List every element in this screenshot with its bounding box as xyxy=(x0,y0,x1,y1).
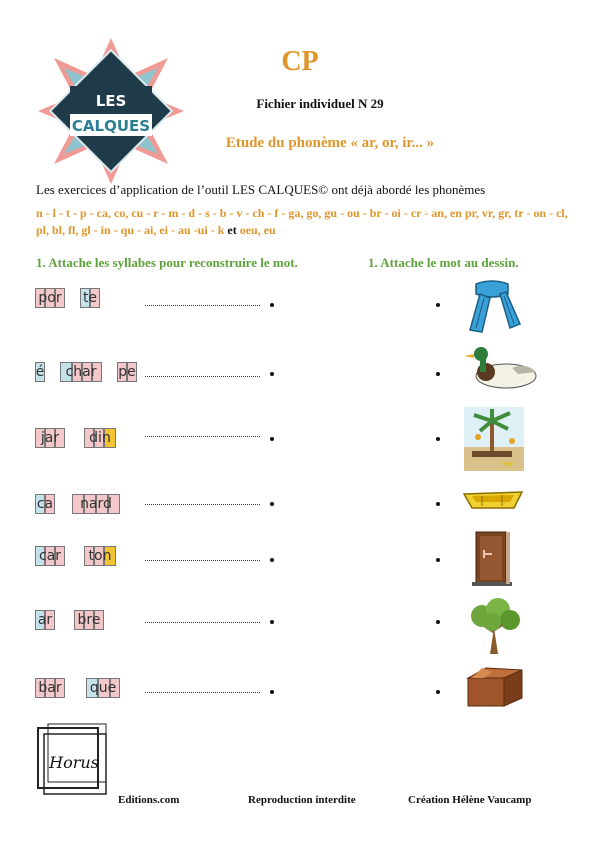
link-dot-word[interactable] xyxy=(270,558,274,562)
scarf-icon[interactable] xyxy=(462,278,522,338)
svg-text:Horus: Horus xyxy=(49,753,99,772)
phoneme-list-part2: oeu, eu xyxy=(239,223,276,237)
syllable[interactable]: ton xyxy=(88,548,112,564)
syllable[interactable]: por xyxy=(38,290,62,306)
link-dot-word[interactable] xyxy=(270,372,274,376)
answer-line[interactable] xyxy=(145,305,260,306)
footer-creation: Création Hélène Vaucamp xyxy=(408,794,532,806)
file-title: Fichier individuel N 29 xyxy=(256,96,384,111)
syllable[interactable]: ar xyxy=(37,612,53,628)
syllable[interactable]: pe xyxy=(118,364,136,380)
syllable[interactable]: te xyxy=(82,290,98,306)
link-dot-picture[interactable] xyxy=(436,620,440,624)
link-dot-word[interactable] xyxy=(270,690,274,694)
instruction-syllables: 1. Attache les syllabes pour reconstruire le mot. xyxy=(36,255,298,270)
answer-line[interactable] xyxy=(145,560,260,561)
link-dot-word[interactable] xyxy=(270,620,274,624)
syllable[interactable]: car xyxy=(38,548,62,564)
phoneme-list xyxy=(36,205,571,239)
garden-icon[interactable] xyxy=(464,407,524,471)
link-dot-picture[interactable] xyxy=(436,690,440,694)
link-dot-word[interactable] xyxy=(270,303,274,307)
boat-icon[interactable] xyxy=(462,486,524,514)
footer-editions: Editions.com xyxy=(118,794,180,806)
answer-line[interactable] xyxy=(145,436,260,437)
syllable[interactable]: é xyxy=(35,364,45,380)
intro-text: Les exercices d’application de l’outil LES CALQUES© ont déjà abordé les phonèmes xyxy=(36,182,486,197)
syllable[interactable]: ca xyxy=(36,496,54,512)
link-dot-word[interactable] xyxy=(270,502,274,506)
les-calques-logo xyxy=(36,36,186,186)
phoneme-title: Etude du phonème « ar, or, ir... » xyxy=(225,135,435,151)
link-dot-word[interactable] xyxy=(270,437,274,441)
box-icon[interactable] xyxy=(464,664,526,708)
answer-line[interactable] xyxy=(145,622,260,623)
syllable[interactable]: char xyxy=(65,364,97,380)
svg-text:LES: LES xyxy=(95,92,127,110)
level-title: CP xyxy=(281,46,319,77)
tree-icon[interactable] xyxy=(468,598,522,656)
syllable[interactable]: bre xyxy=(77,612,101,628)
answer-line[interactable] xyxy=(145,504,260,505)
syllable[interactable]: bar xyxy=(38,680,62,696)
phoneme-list-connector: et xyxy=(227,223,237,237)
syllable[interactable]: que xyxy=(89,680,117,696)
syllable[interactable]: nard xyxy=(80,496,112,512)
link-dot-picture[interactable] xyxy=(436,502,440,506)
phoneme-list-part1: n - l - t - p - ca, co, cu - r - m - d - s - b - v - ch - f - ga, go, gu - ou - br - oi - cr - an, en pr, vr, gr, tr - on - cl, pl, bl, fl, gl - in - qu - ai, ei - au -ui - k xyxy=(36,206,568,237)
link-dot-picture[interactable] xyxy=(436,372,440,376)
syllable[interactable]: jar xyxy=(40,430,60,446)
answer-line[interactable] xyxy=(145,692,260,693)
door-icon[interactable] xyxy=(472,530,516,588)
horus-logo xyxy=(34,720,114,800)
link-dot-picture[interactable] xyxy=(436,558,440,562)
link-dot-picture[interactable] xyxy=(436,303,440,307)
footer-reproduction: Reproduction interdite xyxy=(248,794,356,806)
syllable[interactable]: din xyxy=(89,430,111,446)
duck-icon[interactable] xyxy=(462,344,540,392)
link-dot-picture[interactable] xyxy=(436,437,440,441)
answer-line[interactable] xyxy=(145,376,260,377)
svg-text:CALQUES: CALQUES xyxy=(71,117,151,135)
instruction-drawing: 1. Attache le mot au dessin. xyxy=(368,255,519,270)
